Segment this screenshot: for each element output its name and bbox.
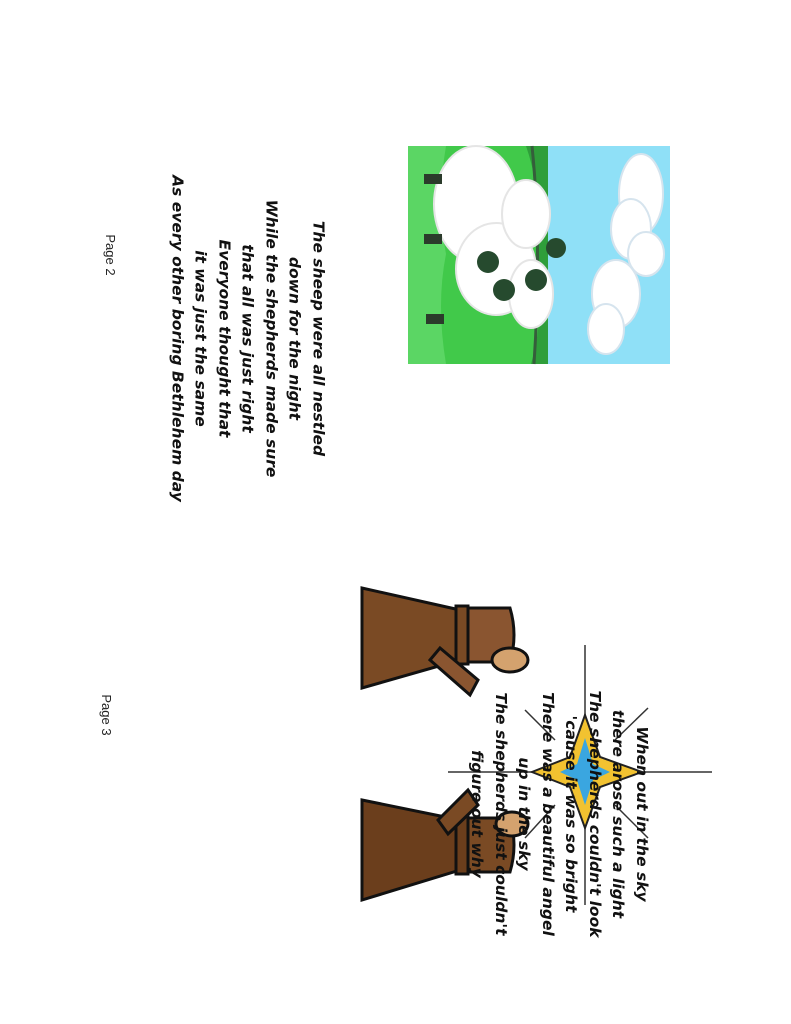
poem-line: there arose such a light: [609, 709, 628, 919]
poem-line: While the shepherds made sure: [262, 199, 281, 478]
poem-line: There was a beautiful angel: [539, 692, 557, 936]
poem-line: The sheep were all nestled: [309, 220, 328, 457]
page-number-3: Page 3: [99, 694, 114, 736]
poem-line: figure out why: [468, 750, 487, 878]
poem-line: Everyone thought that: [215, 239, 234, 438]
poem-line: 'cause it was so bright: [562, 715, 581, 913]
poem-line: The shepherds just couldn't: [492, 692, 510, 936]
poem-page-3: [468, 659, 653, 969]
page-number-2: Page 2: [103, 234, 118, 276]
poem-line: The shepherds couldn't look: [586, 690, 604, 938]
poem-line: it was just the same: [192, 250, 210, 427]
sheep-in-field-illustration: [406, 144, 672, 366]
poem-line: up in the sky: [515, 757, 534, 871]
poem-line: down for the night: [286, 256, 304, 421]
poem-line: As every other boring Bethlehem day: [168, 175, 187, 502]
poem-page-2: [165, 174, 330, 504]
poem-line: When out in the sky: [633, 726, 651, 902]
poem-line: that all was just right: [239, 244, 257, 433]
